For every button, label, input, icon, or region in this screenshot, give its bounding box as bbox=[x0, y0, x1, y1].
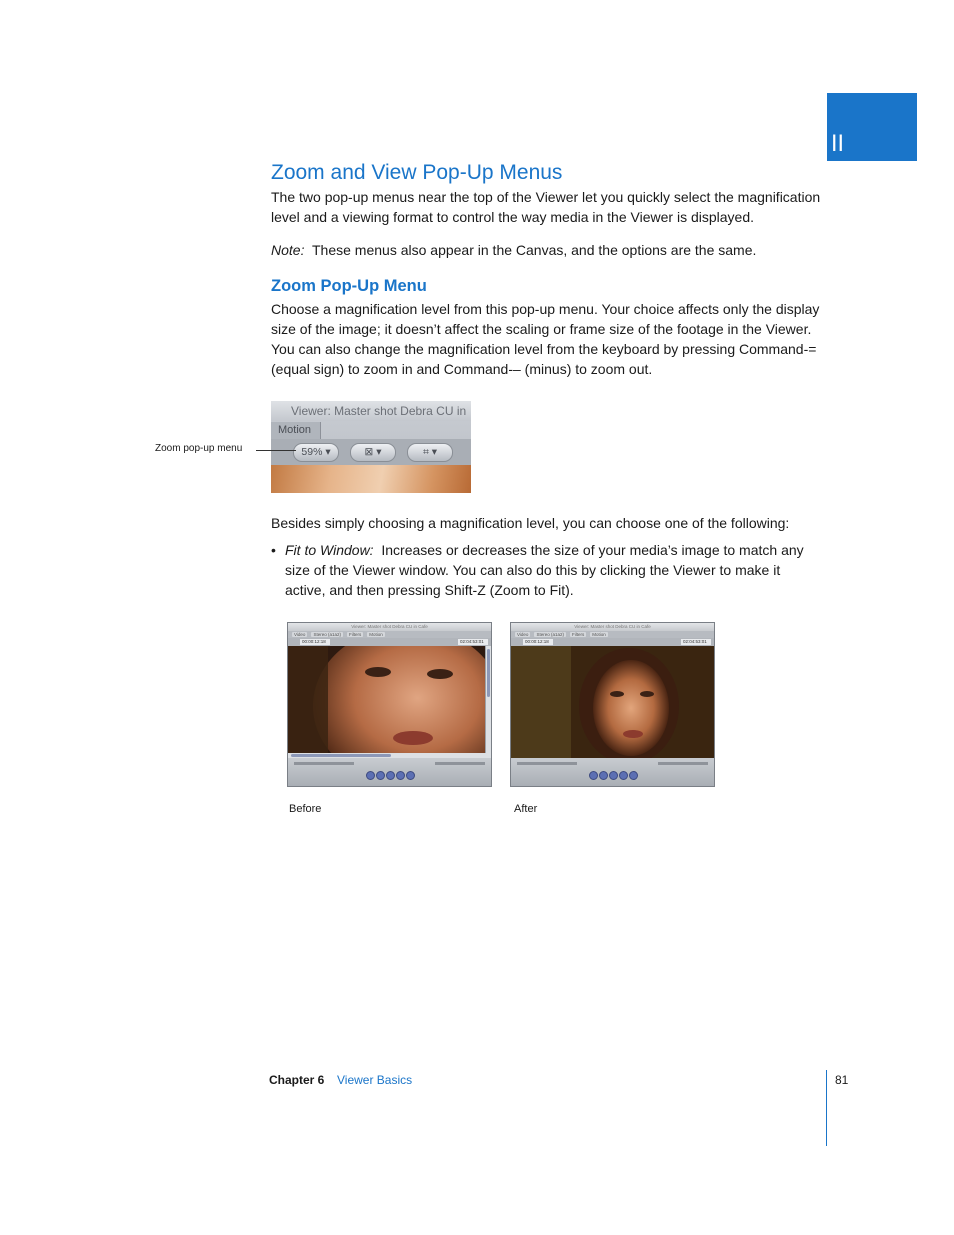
overlay-icon: ⌗ bbox=[422, 446, 429, 458]
part-tab bbox=[827, 93, 917, 161]
chevron-down-icon: ▾ bbox=[431, 446, 438, 458]
view-mode-icon: ⊠ bbox=[364, 446, 374, 458]
viewer-tabs bbox=[511, 631, 714, 638]
chevron-down-icon: ▾ bbox=[325, 446, 331, 458]
zoom-popup-callout: Zoom pop-up menu bbox=[155, 443, 243, 454]
face-image-fit bbox=[511, 646, 715, 760]
note-paragraph bbox=[271, 240, 831, 260]
shuttle-slider[interactable] bbox=[517, 762, 577, 765]
zoom-menu-paragraph: Choose a magnification level from this pop-up menu. Your choice affects only the display size of the image; it doesn’t affect the scaling or frame size of the footage in the Viewer. You can also change the magnification level from the keyboard by pressing Command-= (equal sign) to zoom in and Command-– (minus) to zoom out. bbox=[271, 301, 820, 377]
tab-stereo[interactable]: Stereo (a1a2) bbox=[313, 632, 341, 637]
zoom-popup-menu[interactable] bbox=[293, 443, 339, 462]
scroll-thumb[interactable] bbox=[487, 649, 490, 697]
note-text: These menus also appear in the Canvas, and the options are the same. bbox=[312, 242, 757, 258]
part-tab-label: II bbox=[831, 132, 844, 157]
timecode-current[interactable]: 02:04:53:01 bbox=[458, 639, 488, 645]
page-number: 81 bbox=[835, 1073, 849, 1087]
timecode-current[interactable]: 02:04:53:01 bbox=[681, 639, 711, 645]
tab-filters[interactable]: Filters bbox=[348, 632, 362, 637]
prev-edit-button[interactable] bbox=[366, 771, 375, 780]
play-button[interactable] bbox=[386, 771, 395, 780]
bullet-term: Fit to Window: bbox=[285, 542, 374, 558]
jog-control[interactable] bbox=[435, 762, 485, 765]
play-around-button[interactable] bbox=[396, 771, 405, 780]
vertical-scrollbar[interactable] bbox=[485, 646, 491, 758]
before-caption: Before bbox=[289, 803, 322, 815]
viewer-after bbox=[510, 622, 715, 787]
viewer-tabs bbox=[288, 631, 491, 638]
overlay-popup-menu[interactable] bbox=[407, 443, 453, 462]
viewer-controls bbox=[511, 638, 714, 646]
play-in-out-button[interactable] bbox=[599, 771, 608, 780]
bullet-icon: • bbox=[271, 542, 276, 558]
motion-tab[interactable]: Motion bbox=[271, 422, 321, 439]
note-label: Note: bbox=[271, 242, 305, 258]
scroll-thumb[interactable] bbox=[291, 754, 391, 757]
play-in-out-button[interactable] bbox=[376, 771, 385, 780]
intro-paragraph: The two pop-up menus near the top of the Viewer let you quickly select the magnification level and a viewing format to control the way media in the Viewer is displayed. bbox=[271, 189, 821, 225]
tab-video[interactable]: Video bbox=[517, 632, 529, 637]
section-heading: Zoom and View Pop-Up Menus bbox=[271, 161, 563, 184]
viewer-title: Viewer: Master shot Debra CU in Cafe bbox=[511, 623, 714, 631]
tab-stereo[interactable]: Stereo (a1a2) bbox=[536, 632, 564, 637]
timecode-duration[interactable]: 00:00:12:18 bbox=[300, 639, 330, 645]
bullet-description: Increases or decreases the size of your media’s image to match any size of the Viewer window. You can also do this by clicking the Viewer to make it active, and then pressing Shift-Z (Zoom to Fit). bbox=[285, 542, 804, 598]
tab-motion[interactable]: Motion bbox=[369, 632, 383, 637]
footer-chapter-title[interactable]: Viewer Basics bbox=[337, 1073, 413, 1087]
callout-line bbox=[256, 450, 296, 451]
next-edit-button[interactable] bbox=[629, 771, 638, 780]
viewer-before bbox=[287, 622, 492, 787]
zoom-value: 59% bbox=[301, 446, 323, 458]
footer-chapter: Chapter 6 bbox=[269, 1073, 325, 1087]
subsection-heading: Zoom Pop-Up Menu bbox=[271, 277, 427, 295]
viewer-controls bbox=[288, 638, 491, 646]
tab-filters[interactable]: Filters bbox=[571, 632, 585, 637]
tab-motion[interactable]: Motion bbox=[592, 632, 606, 637]
shuttle-slider[interactable] bbox=[294, 762, 354, 765]
next-edit-button[interactable] bbox=[406, 771, 415, 780]
footer-divider bbox=[826, 1070, 827, 1146]
prev-edit-button[interactable] bbox=[589, 771, 598, 780]
after-caption: After bbox=[514, 803, 538, 815]
choices-intro: Besides simply choosing a magnification level, you can choose one of the following: bbox=[271, 515, 790, 531]
timecode-duration[interactable]: 00:00:12:18 bbox=[523, 639, 553, 645]
play-button[interactable] bbox=[609, 771, 618, 780]
viewer-title-bar: Viewer: Master shot Debra CU in bbox=[271, 401, 471, 421]
video-image-strip bbox=[271, 465, 471, 493]
transport-controls bbox=[511, 758, 714, 786]
chevron-down-icon: ▾ bbox=[376, 446, 382, 458]
transport-controls bbox=[288, 758, 491, 786]
viewer-title: Viewer: Master shot Debra CU in Cafe bbox=[288, 623, 491, 631]
face-image-zoomed bbox=[288, 646, 488, 758]
tab-video[interactable]: Video bbox=[294, 632, 306, 637]
jog-control[interactable] bbox=[658, 762, 708, 765]
bullet-text bbox=[285, 540, 815, 600]
view-popup-menu[interactable] bbox=[350, 443, 396, 462]
play-around-button[interactable] bbox=[619, 771, 628, 780]
zoom-popup-screenshot bbox=[271, 401, 471, 493]
